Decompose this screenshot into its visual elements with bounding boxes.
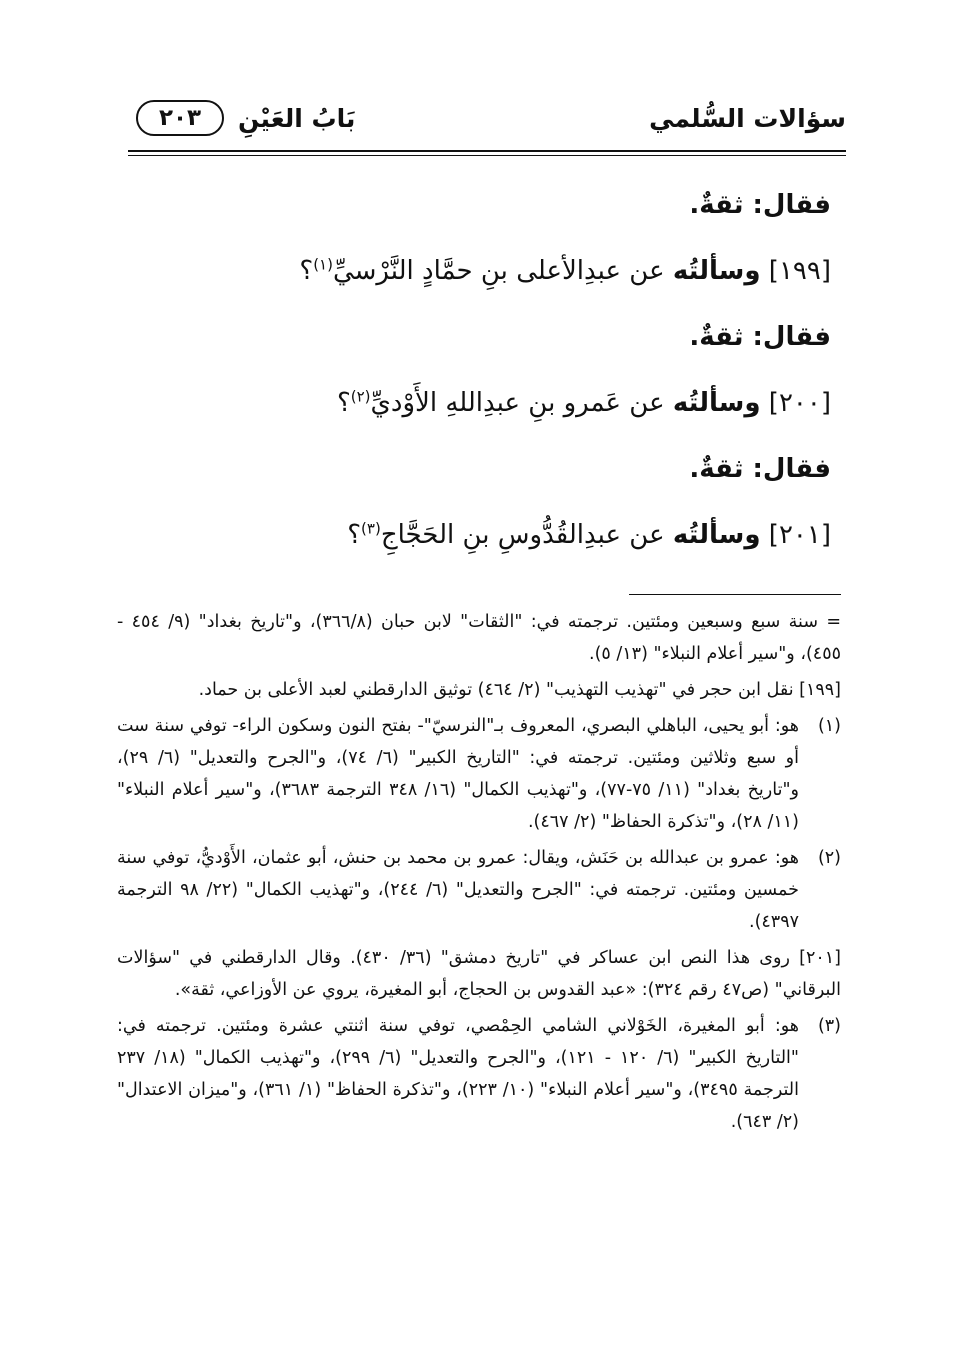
question-line: [191, 238, 831, 304]
footnotes: [117, 606, 841, 1142]
footnote-ref: (٢): [350, 387, 371, 406]
question-body: عن عَمرو بنِ عبدِاللهِ الأَوْديِّ: [370, 388, 665, 418]
footnote: [117, 842, 841, 938]
question-body: عن عبدِالأعلى بنِ حمَّادٍ النَّرْسيِّ: [332, 256, 665, 286]
footnote-text: [١٩٩] نقل ابن حجر في "تهذيب التهذيب" (٢/ ٤٦٤) توثيق الدارقطني لعبد الأعلى بن حماد.: [198, 680, 841, 700]
question-mark: ؟: [336, 388, 351, 418]
chapter-title: بَابُ العَيْنِ: [238, 104, 356, 133]
main-text: [191, 172, 831, 568]
question-mark: ؟: [299, 256, 314, 286]
question-lead: وسألتُه: [672, 520, 761, 550]
footnote: [117, 1010, 841, 1138]
footnote-text: = سنة سبع وسبعين ومئتين. ترجمته في: "الثقات" لابن حبان (٣٦٦/٨)، و"تاريخ بغداد" (٩/ ٤٥٤ - ٤٥٥)، و"سير أعلام النبلاء" (١٣/ ٥).: [117, 612, 841, 664]
footnote: [117, 606, 841, 670]
question-lead: وسألتُه: [672, 256, 761, 286]
answer-text: فقال: ثقةٌ.: [689, 322, 831, 352]
footnote-marker: (٣): [817, 1016, 841, 1036]
footnote-text: هو: أبو المغيرة، الخَوْلاني الشامي الحِمْصي، توفي سنة اثنتي عشرة ومئتين. ترجمته في: "التاريخ الكبير" (٦/ ١٢٠ - ١٢١)، و"الجرح والتعديل" (٦/ ٢٩٩)، و"تهذيب الكمال" (١٨/ ٢٣٧ الترجمة ٣٤٩٥)، و"سير أعلام النبلاء" (١٠/ ٢٢٣)، و"تذكرة الحفاظ" (١/ ٣٦١)، و"ميزان الاعتدال" (٢/ ٦٤٣).: [117, 1016, 799, 1132]
footnote-separator: [629, 594, 841, 595]
answer-line: [191, 436, 831, 502]
answer-text: فقال: ثقةٌ.: [689, 190, 831, 220]
question-number: [٢٠١]: [768, 520, 831, 550]
footnote: [117, 710, 841, 838]
answer-line: [191, 172, 831, 238]
question-line: [191, 502, 831, 568]
footnote-text: هو: أبو يحيى، الباهلي البصري، المعروف بـ"النرسيّ"- بفتح النون وسكون الراء- توفي سنة ست أو سبع وثلاثين ومئتين. ترجمته في: "التاريخ الكبير" (٦/ ٧٤)، و"الجرح والتعديل" (٦/ ٢٩)، و"تاريخ بغداد" (١١/ ٧٥-٧٧)، و"تهذيب الكمال" (١٦/ ٣٤٨ الترجمة ٣٦٨٣)، و"سير أعلام النبلاء" (١١/ ٢٨)، و"تذكرة الحفاظ" (٢/ ٤٦٧).: [117, 716, 799, 832]
footnote-text: هو: عمرو بن عبدالله بن حَنَش، ويقال: عمرو بن محمد بن حنش، أبو عثمان، الأَوْديُّ، توفي سنة خمسين ومئتين. ترجمته في: "الجرح والتعديل" (٦/ ٢٤٤)، و"تهذيب الكمال" (٢٢/ ٩٨ الترجمة ٤٣٩٧).: [117, 848, 799, 932]
answer-line: [191, 304, 831, 370]
question-body: عن عبدِالقُدُّوسِ بنِ الحَجَّاجِ: [380, 520, 665, 550]
header-rule-thin: [128, 155, 846, 156]
footnote-text: [٢٠١] روى هذا النص ابن عساكر في "تاريخ دمشق" (٣٦/ ٤٣٠). وقال الدارقطني في "سؤالات البرقاني" (ص٤٧ رقم ٣٢٤): «عبد القدوس بن الحجاج، أبو المغيرة، يروي عن الأوزاعي، ثقة».: [117, 948, 841, 1000]
footnote-ref: (١): [313, 255, 333, 274]
answer-text: فقال: ثقةٌ.: [689, 454, 831, 484]
book-title: سؤالات السُّلمي: [649, 104, 846, 133]
footnote: [117, 674, 841, 706]
question-mark: ؟: [347, 520, 362, 550]
question-line: [191, 370, 831, 436]
header-rule: [128, 150, 846, 152]
question-number: [١٩٩]: [768, 256, 831, 286]
footnote-ref: (٣): [361, 519, 381, 538]
question-lead: وسألتُه: [672, 388, 761, 418]
question-number: [٢٠٠]: [768, 388, 831, 418]
page-number: ٢٠٣: [136, 100, 224, 136]
footnote-marker: (٢): [817, 848, 841, 868]
page-header: [128, 92, 846, 156]
footnote: [117, 942, 841, 1006]
footnote-marker: (١): [817, 716, 841, 736]
